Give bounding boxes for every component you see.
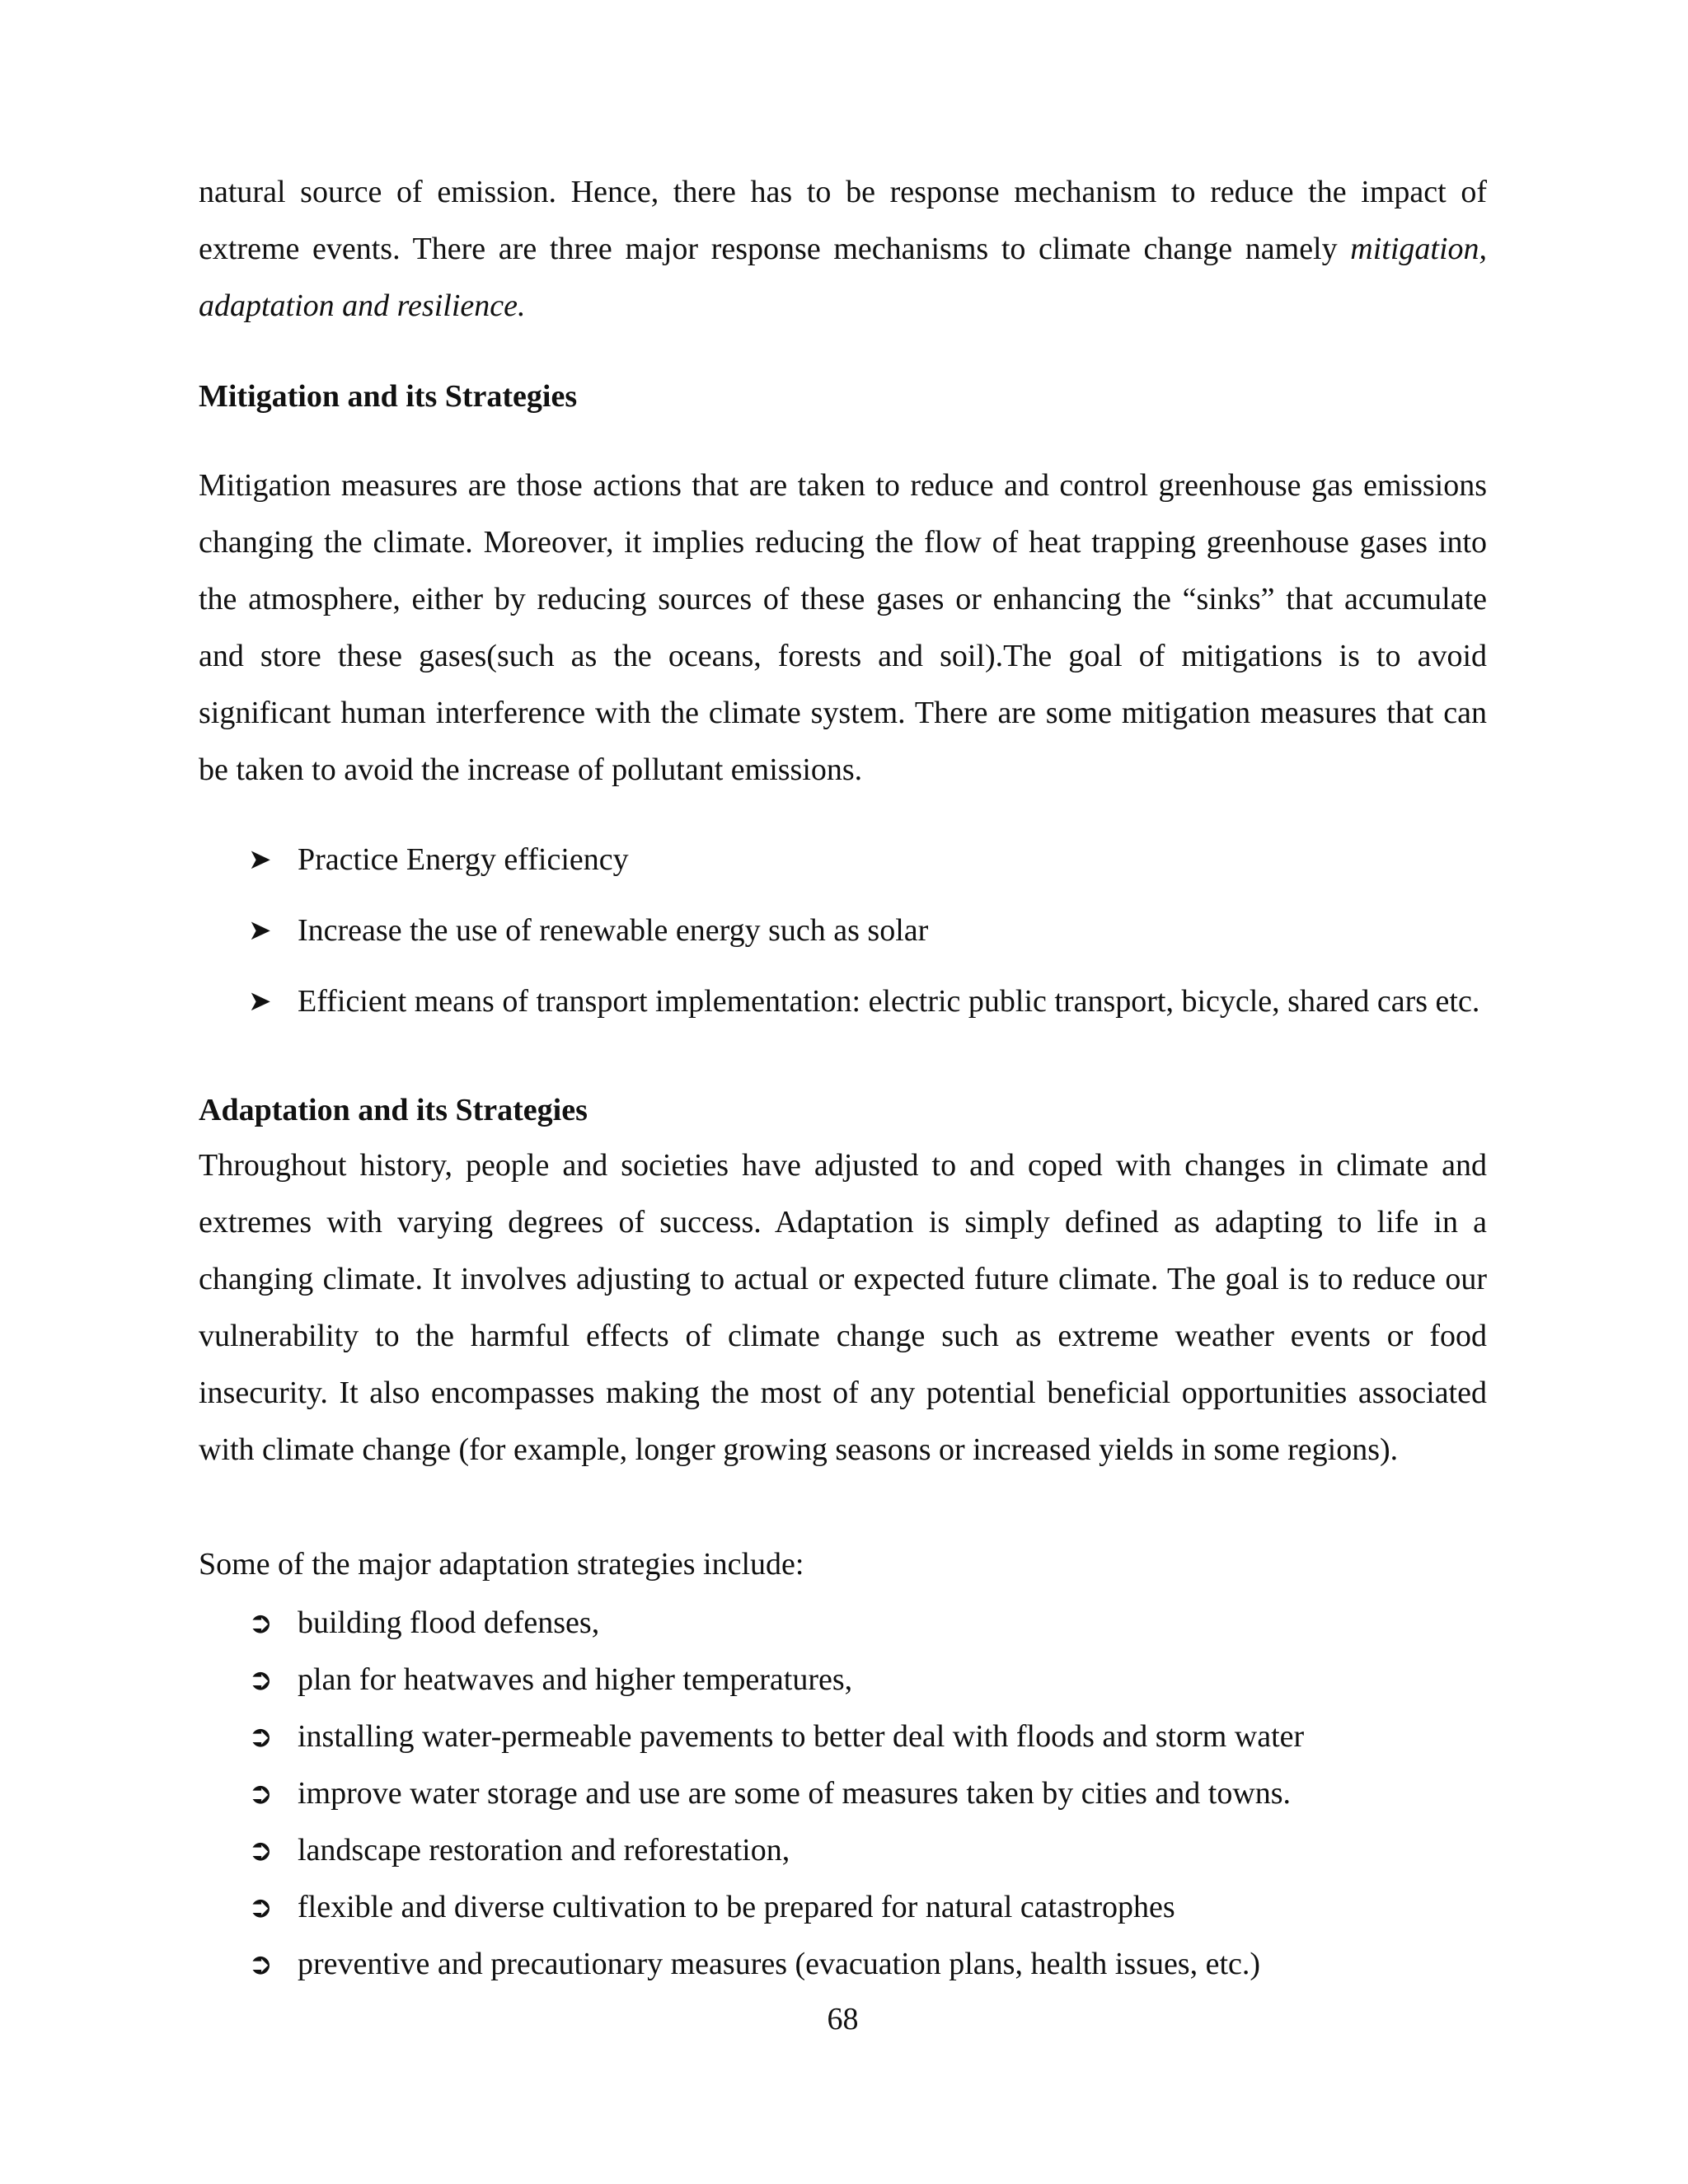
mitigation-list-item — [248, 982, 1479, 1020]
mitigation-paragraph: Mitigation measures are those actions that are taken to reduce and control greenhouse gas emissions changing the climate. Moreover, it implies reducing the flow of heat trapping greenhouse gases into the atmosphere, either by reducing sources of these gases or enhancing the “sinks” that accumulate and store these gases(such as the oceans, forests and soil).The goal of mitigations is to avoid significant human interference with the climate system. There are some mitigation measures that can be taken to avoid the increase of pollutant emissions. — [199, 468, 1487, 787]
mitigation-item-text: Efficient means of transport implementation: electric public transport, bicycle, shared cars etc. — [298, 984, 1480, 1019]
adaptation-list-item — [248, 1652, 1487, 1708]
mitigation-list-item — [248, 841, 629, 879]
mitigation-heading: Mitigation and its Strategies — [199, 379, 578, 414]
mitigation-item-text: Increase the use of renewable energy such as solar — [298, 913, 929, 948]
adaptation-list-item — [248, 1595, 1487, 1652]
curved-arrow-bullet-icon: ➲ — [248, 1720, 274, 1754]
adaptation-list-item — [248, 1879, 1487, 1936]
adaptation-item-text: landscape restoration and reforestation, — [298, 1833, 790, 1868]
adaptation-paragraph: Throughout history, people and societies have adjusted to and coped with changes in climate and extremes with varying degrees of success. Adaptation is simply defined as adapting to life in a changing climate. It involves adjusting to actual or expected future climate. The goal is to reduce our vulnerability to the harmful effects of climate change such as extreme weather events or food insecurity. It also encompasses making the most of any potential beneficial opportunities associated with climate change (for example, longer growing seasons or increased yields in some regions). — [199, 1148, 1487, 1467]
curved-arrow-bullet-icon: ➲ — [248, 1834, 274, 1868]
mitigation-list-item — [248, 912, 928, 949]
curved-arrow-bullet-icon: ➲ — [248, 1606, 274, 1640]
arrowhead-bullet-icon: ➤ — [248, 843, 272, 876]
curved-arrow-bullet-icon: ➲ — [248, 1947, 274, 1981]
curved-arrow-bullet-icon: ➲ — [248, 1777, 274, 1811]
adaptation-list-item — [248, 1765, 1487, 1822]
curved-arrow-bullet-icon: ➲ — [248, 1663, 274, 1697]
curved-arrow-bullet-icon: ➲ — [248, 1891, 274, 1924]
adaptation-list-item — [248, 1708, 1487, 1765]
adaptation-list-intro: Some of the major adaptation strategies include: — [199, 1547, 804, 1582]
adaptation-item-text: improve water storage and use are some of measures taken by cities and towns. — [298, 1776, 1292, 1811]
adaptation-item-text: flexible and diverse cultivation to be prepared for natural catastrophes — [298, 1890, 1175, 1924]
adaptation-list — [248, 1595, 1487, 1993]
arrowhead-bullet-icon: ➤ — [248, 914, 272, 947]
adaptation-item-text: plan for heatwaves and higher temperatures, — [298, 1662, 853, 1697]
intro-emphasis: mitigation, adaptation and resilience. — [199, 232, 1487, 323]
mitigation-item-text: Practice Energy efficiency — [298, 842, 629, 877]
page-number: 68 — [827, 2002, 859, 2036]
adaptation-item-text: building flood defenses, — [298, 1605, 600, 1640]
adaptation-item-text: preventive and precautionary measures (evacuation plans, health issues, etc.) — [298, 1947, 1261, 1981]
adaptation-heading: Adaptation and its Strategies — [199, 1093, 588, 1127]
adaptation-list-item — [248, 1822, 1487, 1879]
intro-text: natural source of emission. Hence, there has to be response mechanism to reduce the impact of extreme events. There are three major response mechanisms to climate change namely — [199, 175, 1487, 266]
intro-paragraph — [199, 164, 1487, 335]
adaptation-item-text: installing water-permeable pavements to better deal with floods and storm water — [298, 1719, 1305, 1754]
document-page — [199, 0, 1487, 2184]
arrowhead-bullet-icon: ➤ — [248, 985, 272, 1018]
adaptation-list-item — [248, 1936, 1487, 1993]
